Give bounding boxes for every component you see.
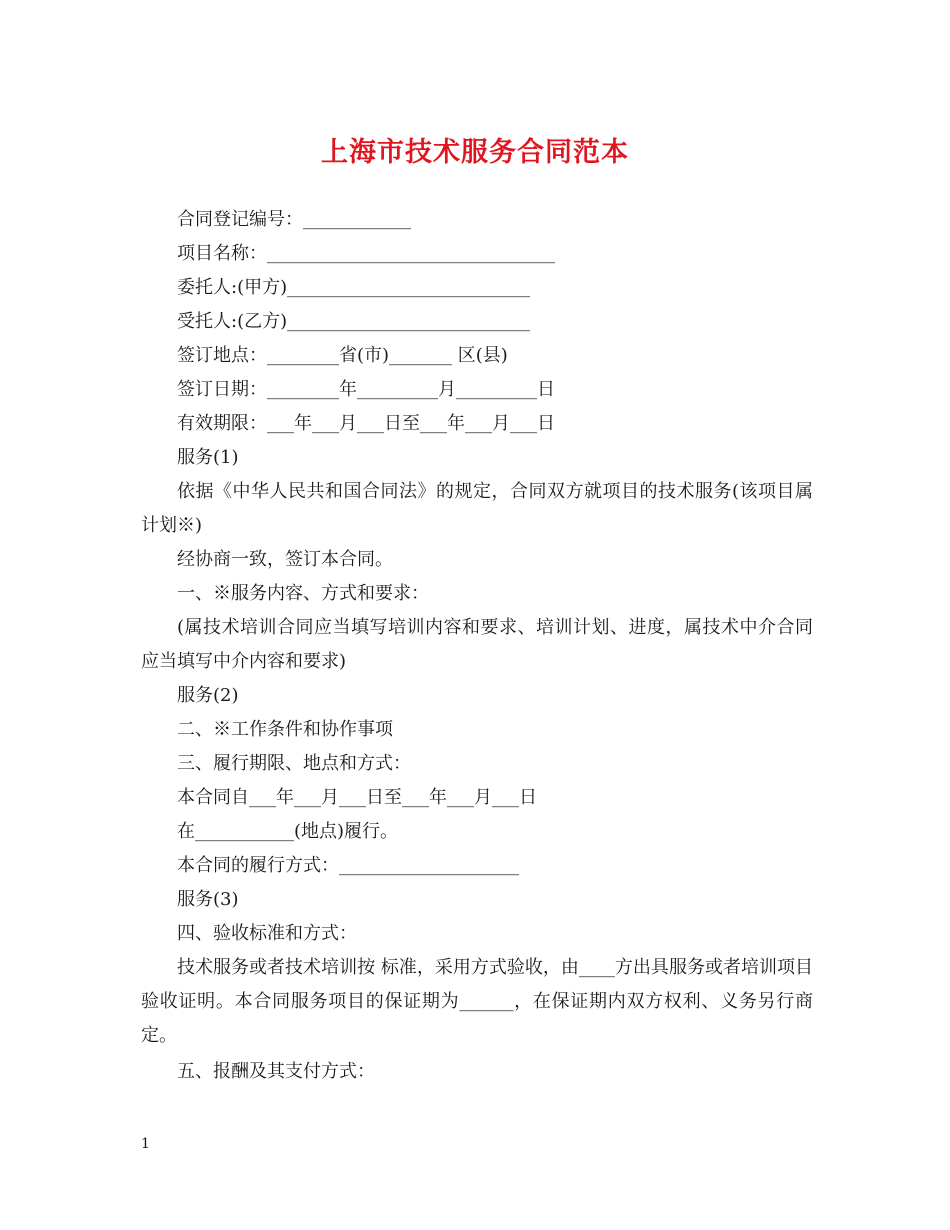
service-heading-1: 服务(1): [177, 447, 239, 468]
client-party-a: 委托人:(甲方)___________________________: [177, 277, 531, 298]
performance-period: 本合同自___年___月___日至___年___月___日: [177, 787, 537, 808]
service-heading-3: 服务(3): [177, 889, 239, 910]
contract-registration-number: 合同登记编号：____________: [177, 209, 411, 230]
acceptance-paragraph: 技术服务或者技术培训按 标准，采用方式验收，由____方出具服务或者培训项目验收证明。本合同服务项目的保证期为______，在保证期内双方权利、义务另行商定。: [141, 957, 813, 1046]
document-title: 上海市技术服务合同范本: [321, 137, 629, 168]
project-name: 项目名称：________________________________: [177, 243, 555, 264]
contractor-party-b: 受托人:(乙方)___________________________: [177, 311, 531, 332]
validity-period: 有效期限：___年___月___日至___年___月___日: [177, 413, 555, 434]
signing-place: 签订地点：________省(市)_______ 区(县): [177, 345, 508, 366]
preamble-paragraph: 依据《中华人民共和国合同法》的规定，合同双方就项目的技术服务(该项目属 计划※): [141, 481, 813, 536]
signing-date: 签订日期：________年_________月_________日: [177, 379, 555, 400]
performance-method: 本合同的履行方式：____________________: [177, 855, 519, 876]
section-5-heading: 五、报酬及其支付方式：: [177, 1061, 375, 1082]
service-heading-2: 服务(2): [177, 685, 239, 706]
performance-place: 在___________(地点)履行。: [177, 821, 399, 842]
section-1-heading: 一、※服务内容、方式和要求：: [177, 583, 429, 604]
document-body: [141, 203, 813, 1089]
section-1-note: (属技术培训合同应当填写培训内容和要求、培训计划、进度，属技术中介合同应当填写中介内容和要求): [141, 617, 813, 672]
section-2-heading: 二、※工作条件和协作事项: [177, 719, 393, 740]
section-3-heading: 三、履行期限、地点和方式：: [177, 753, 411, 774]
agreement-statement: 经协商一致，签订本合同。: [177, 549, 393, 570]
page-number: 1: [141, 1136, 150, 1152]
section-4-heading: 四、验收标准和方式：: [177, 923, 357, 944]
